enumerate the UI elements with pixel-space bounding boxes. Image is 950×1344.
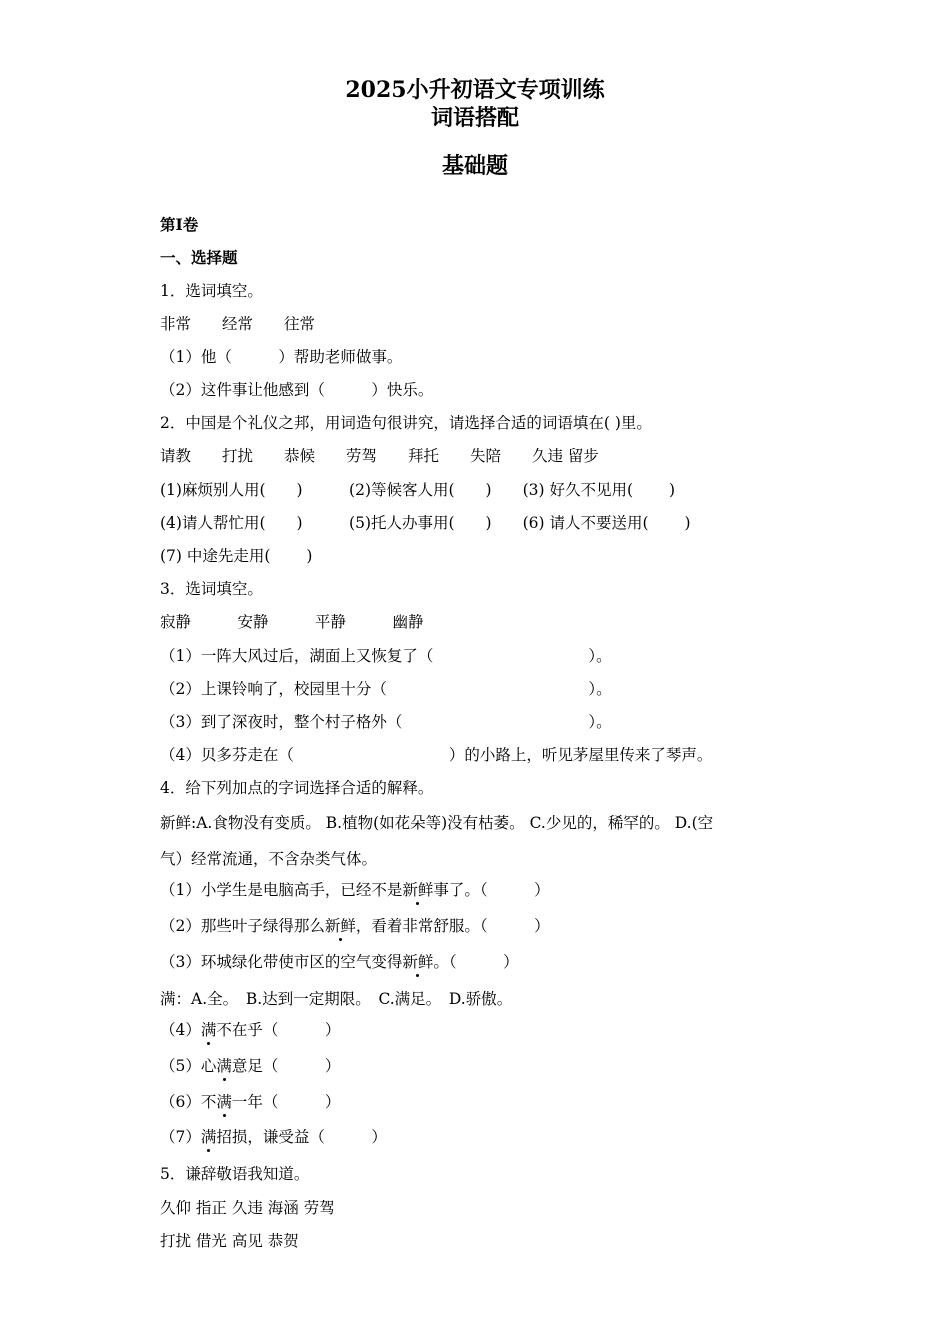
definition-man: 满：A.全。 B.达到一定期限。 C.满足。 D.骄傲。 bbox=[160, 990, 513, 1008]
document-subtitle: 词语搭配 bbox=[430, 105, 519, 131]
definition-xinxian: 新鲜:A.食物没有变质。 B.植物(如花朵等)没有枯萎。 C.少见的，稀罕的。 D.(空 bbox=[160, 814, 714, 832]
question-5-words-row-2: 打扰 借光 高见 恭贺 bbox=[160, 1232, 299, 1250]
question-2-row-2: (4)请人帮忙用( ) (5)托人办事用( ) (6) 请人不要送用( ) bbox=[160, 514, 691, 532]
document-title: 2025小升初语文专项训练 bbox=[345, 77, 605, 103]
dotted-word: 新鲜 bbox=[402, 953, 434, 971]
difficulty-heading: 基础题 bbox=[441, 153, 508, 179]
dotted-word: 新鲜 bbox=[402, 881, 434, 899]
dotted-word: 满 bbox=[216, 1057, 232, 1075]
section-heading: 一、选择题 bbox=[160, 248, 238, 267]
question-4-stem: 4．给下列加点的字词选择合适的解释。 bbox=[160, 779, 434, 797]
question-3-word-bank: 寂静 安静 平静 幽静 bbox=[160, 613, 424, 631]
question-2-row-1: (1)麻烦别人用( ) (2)等候客人用( ) (3) 好久不见用( ) bbox=[160, 481, 676, 499]
question-1-stem: 1．选词填空。 bbox=[160, 282, 263, 300]
question-3-item-1: （1）一阵大风过后，湖面上又恢复了（ ）。 bbox=[160, 647, 612, 665]
dotted-word: 满 bbox=[200, 1128, 217, 1146]
question-1-item-2: （2）这件事让他感到（ ）快乐。 bbox=[160, 381, 434, 399]
question-3-stem: 3．选词填空。 bbox=[160, 580, 263, 598]
volume-label: 第I卷 bbox=[160, 215, 199, 234]
question-3-item-3: （3）到了深夜时，整个村子格外（ ）。 bbox=[160, 713, 612, 731]
question-4-item-7: （7）满招损，谦受益（ ） bbox=[160, 1128, 387, 1146]
question-4-item-1: （1）小学生是电脑高手，已经不是新鲜事了。（ ） bbox=[160, 881, 550, 899]
question-4-item-6: （6）不满一年（ ） bbox=[160, 1093, 341, 1111]
definition-xinxian-cont: 气）经常流通，不含杂类气体。 bbox=[160, 850, 378, 868]
question-2-word-bank: 请教 打扰 恭候 劳驾 拜托 失陪 久违 留步 bbox=[160, 447, 599, 465]
question-5-words-row-1: 久仰 指正 久违 海涵 劳驾 bbox=[160, 1199, 335, 1217]
question-4-item-2: （2）那些叶子绿得那么新鲜，看着非常舒服。（ ） bbox=[160, 917, 550, 935]
question-3-item-4: （4）贝多芬走在（ ）的小路上，听见茅屋里传来了琴声。 bbox=[160, 746, 713, 764]
dotted-word: 满 bbox=[200, 1021, 217, 1039]
question-1-word-bank: 非常 经常 往常 bbox=[160, 315, 316, 333]
question-4-item-5: （5）心满意足（ ） bbox=[160, 1057, 341, 1075]
question-5-stem: 5．谦辞敬语我知道。 bbox=[160, 1165, 310, 1183]
question-3-item-2: （2）上课铃响了，校园里十分（ ）。 bbox=[160, 680, 612, 698]
question-4-item-3: （3）环城绿化带使市区的空气变得新鲜。（ ） bbox=[160, 953, 519, 971]
question-1-item-1: （1）他（ ）帮助老师做事。 bbox=[160, 348, 403, 366]
question-2-stem: 2．中国是个礼仪之邦，用词造句很讲究，请选择合适的词语填在( )里。 bbox=[160, 414, 652, 432]
dotted-word: 新鲜 bbox=[324, 917, 356, 935]
question-4-item-4: （4）满不在乎（ ） bbox=[160, 1021, 341, 1039]
question-2-row-3: (7) 中途先走用( ) bbox=[160, 547, 313, 565]
dotted-word: 满 bbox=[216, 1093, 232, 1111]
